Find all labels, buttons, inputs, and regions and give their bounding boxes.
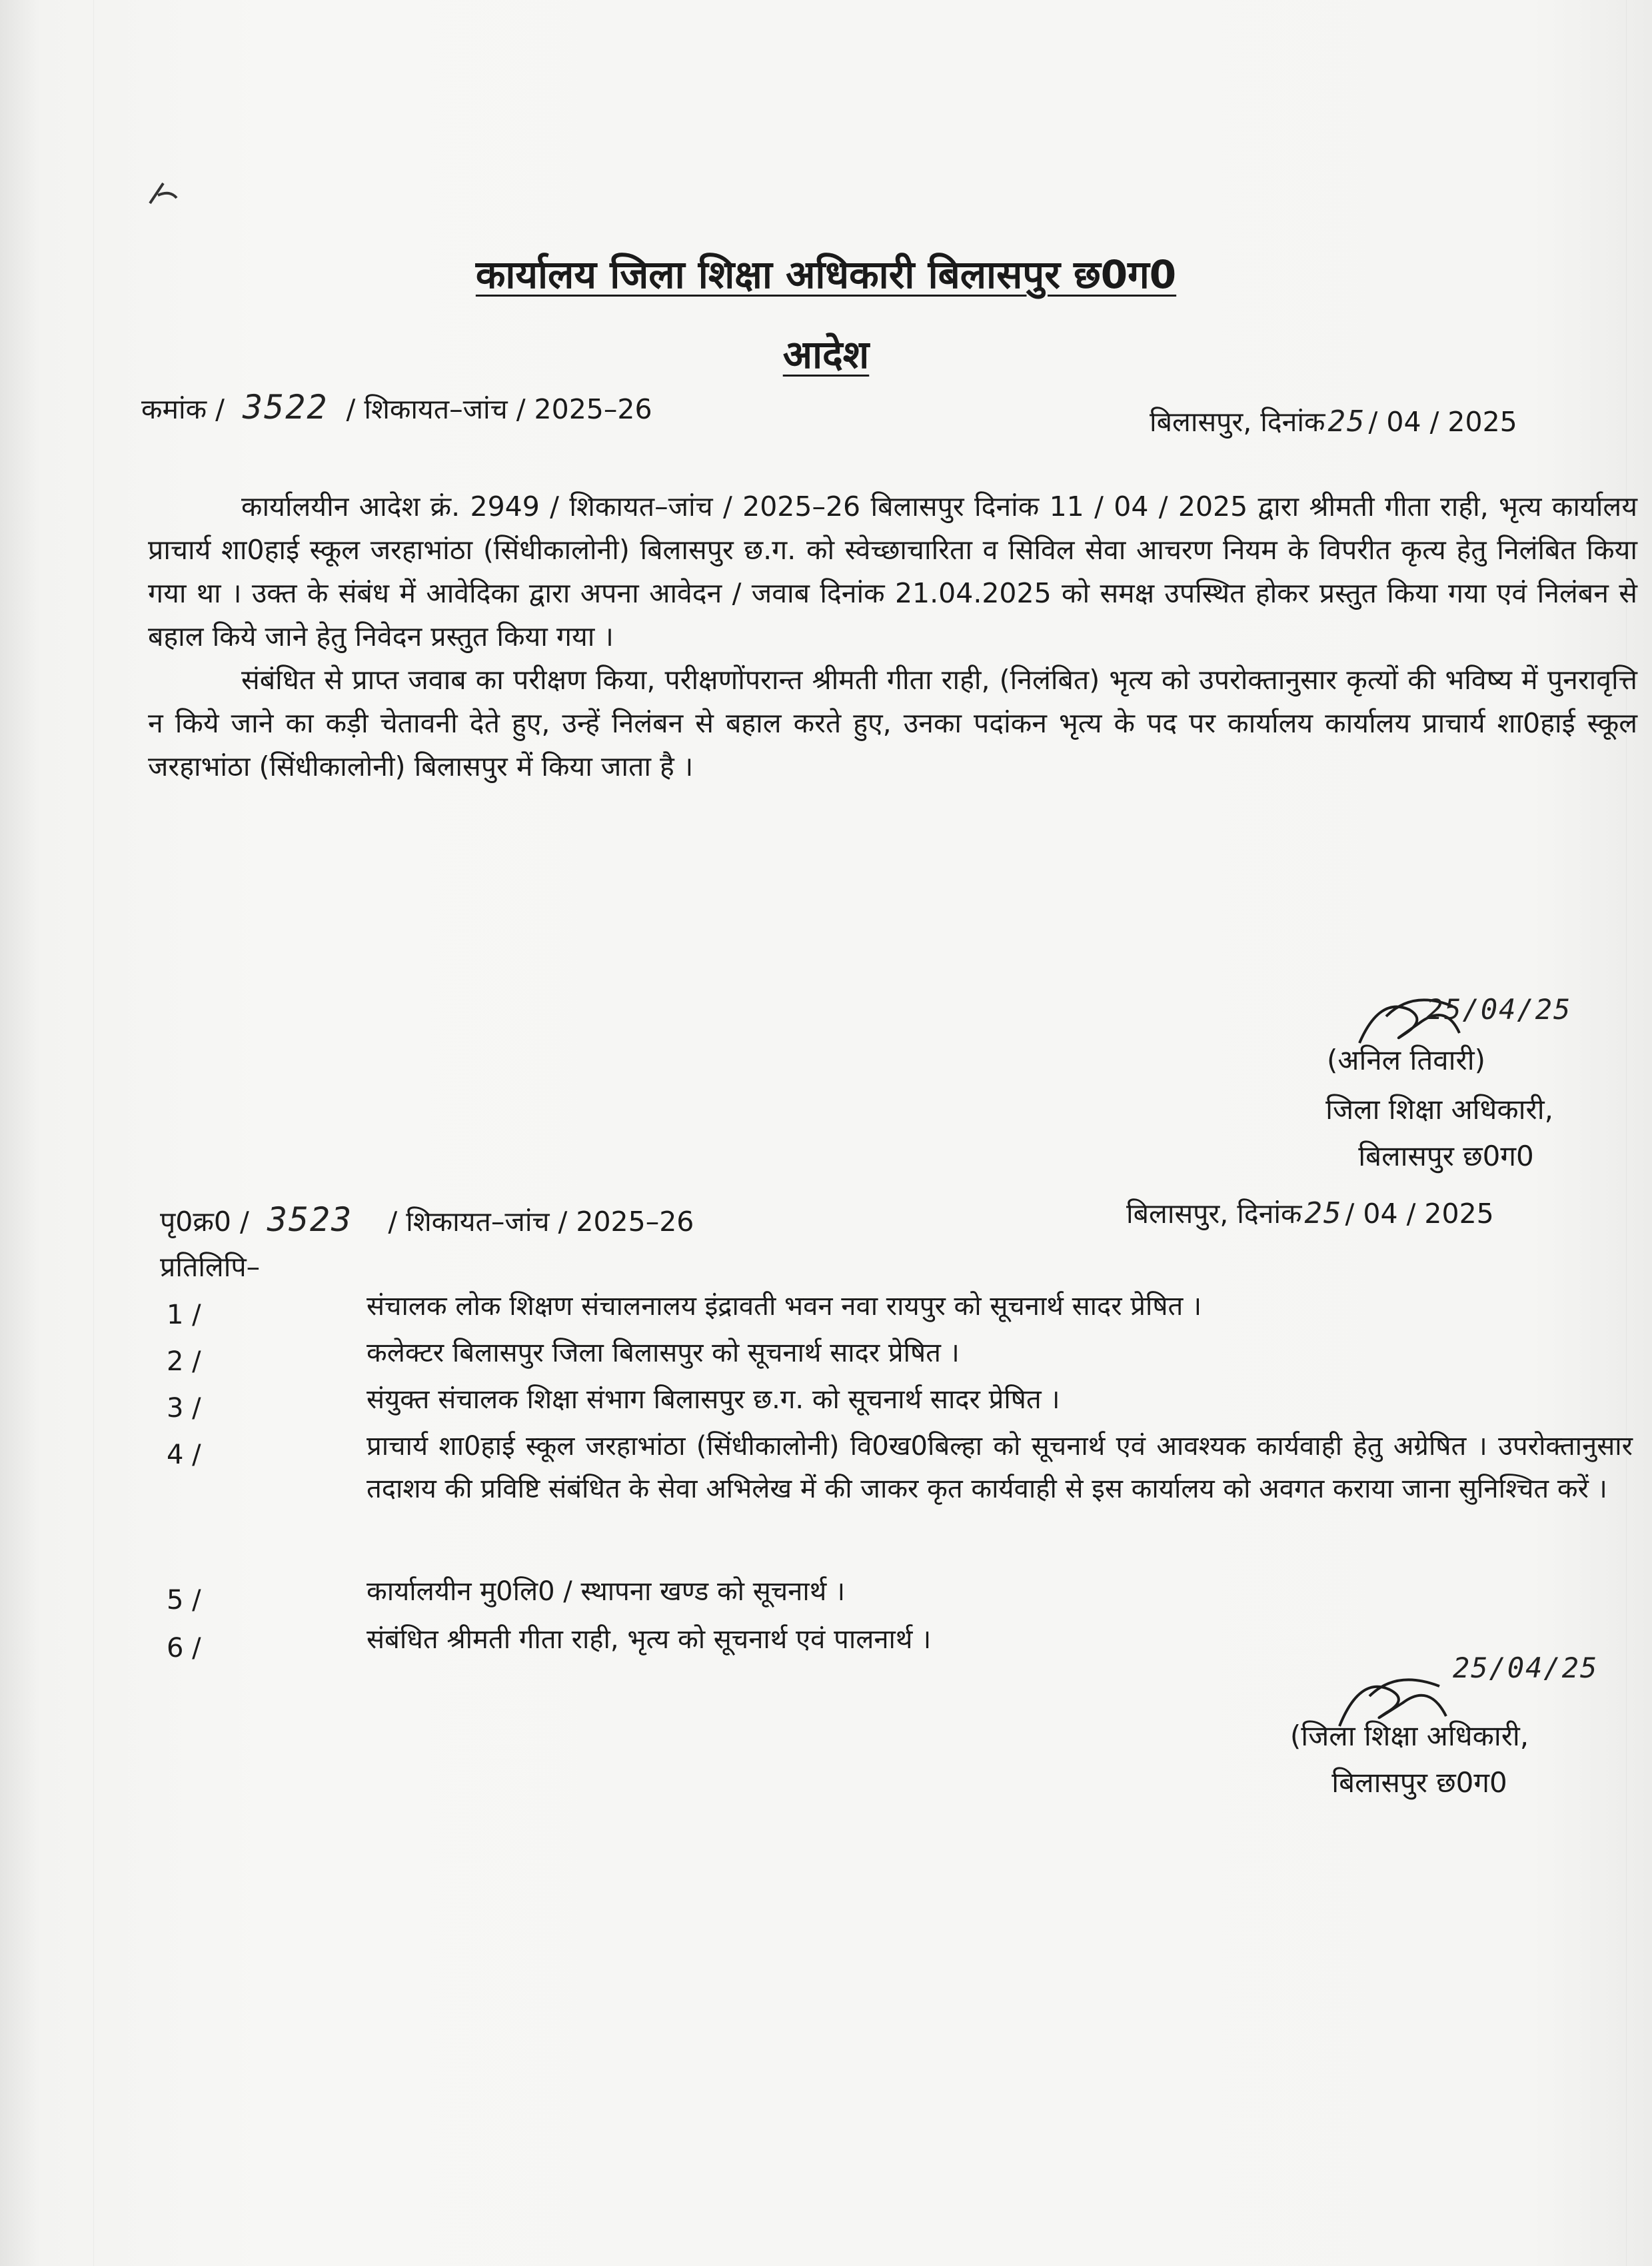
order-date-line bbox=[1150, 400, 1517, 444]
signature-1-date: 25/04/25 bbox=[1426, 993, 1572, 1026]
copy-item-number: 6 / bbox=[167, 1633, 201, 1664]
signature-1-designation: जिला शिक्षा अधिकारी, bbox=[1325, 1093, 1553, 1126]
pen-mark-icon bbox=[143, 177, 183, 210]
endorsement-day-handwritten: 25 bbox=[1304, 1196, 1343, 1230]
signature-2-designation: (जिला शिक्षा अधिकारी, bbox=[1289, 1719, 1529, 1752]
endorsement-date-prefix: बिलासपुर, दिनांक bbox=[1126, 1198, 1302, 1230]
order-ref-suffix: / शिकायत–जांच / 2025–26 bbox=[346, 393, 652, 425]
order-ref-line bbox=[141, 385, 652, 431]
endorsement-number-handwritten: 3523 bbox=[267, 1200, 353, 1239]
copy-item-text: संयुक्त संचालक शिक्षा संभाग बिलासपुर छ.ग. को सूचनार्थ सादर प्रेषित । bbox=[367, 1384, 1060, 1415]
signature-2-place: बिलासपुर छ0ग0 bbox=[1331, 1766, 1507, 1799]
copy-item-text: कार्यालयीन मु0लि0 / स्थापना खण्ड को सूचनार्थ । bbox=[367, 1576, 846, 1607]
order-body bbox=[148, 485, 1637, 788]
copy-item-number: 1 / bbox=[167, 1300, 201, 1330]
order-date-suffix: / 04 / 2025 bbox=[1368, 406, 1517, 438]
signature-2-date: 25/04/25 bbox=[1453, 1652, 1599, 1684]
order-date-prefix: बिलासपुर, दिनांक bbox=[1150, 406, 1325, 438]
copy-to-heading: प्रतिलिपि– bbox=[160, 1251, 261, 1283]
body-paragraph-1: कार्यालयीन आदेश क्रं. 2949 / शिकायत–जांच / 2025–26 बिलासपुर दिनांक 11 / 04 / 2025 द्वारा श्रीमती गीता राही, भृत्य कार्यालय प्राचार्य शा0हाई स्कूल जरहाभांठा (सिंधीकालोनी) बिलासपुर छ.ग. को स्वेच्छाचारिता व सिविल सेवा आचरण नियम के विपरीत कृत्य हेतु निलंबित किया गया था । उक्त के संबंध में आवेदिका द्वारा अपना आवेदन / जवाब दिनांक 21.04.2025 को समक्ष उपस्थित होकर प्रस्तुत किया गया एवं निलंबन से बहाल किये जाने हेतु निवेदन प्रस्तुत किया गया । bbox=[148, 491, 1637, 652]
order-ref-prefix: कमांक / bbox=[141, 393, 225, 425]
copy-item-text: संबंधित श्रीमती गीता राही, भृत्य को सूचनार्थ एवं पालनार्थ । bbox=[367, 1624, 932, 1655]
copy-item-number: 4 / bbox=[167, 1440, 201, 1470]
endorsement-ref-line bbox=[160, 1198, 694, 1244]
order-title: आदेश bbox=[782, 332, 870, 377]
copy-item-text: संचालक लोक शिक्षण संचालनालय इंद्रावती भवन नवा रायपुर को सूचनार्थ सादर प्रेषित । bbox=[367, 1291, 1202, 1322]
copy-item-text: प्राचार्य शा0हाई स्कूल जरहाभांठा (सिंधीकालोनी) वि0ख0बिल्हा को सूचनार्थ एवं आवश्यक कार्यवाही हेतु अग्रेषित । उपरोक्तानुसार तदाशय की प्रविष्टि संबंधित के सेवा अभिलेख में की जाकर कृत कार्यवाही से इस कार्यालय को अवगत कराया जाना सुनिश्चित करें । bbox=[367, 1431, 1633, 1504]
endorsement-ref-prefix: पृ0क्र0 / bbox=[160, 1206, 249, 1238]
signature-1-name: (अनिल तिवारी) bbox=[1327, 1044, 1485, 1076]
order-number-handwritten: 3522 bbox=[243, 388, 329, 427]
copy-item-number: 2 / bbox=[167, 1346, 201, 1377]
endorsement-ref-suffix: / शिकायत–जांच / 2025–26 bbox=[388, 1206, 694, 1238]
body-paragraph-2: संबंधित से प्राप्त जवाब का परीक्षण किया, परीक्षणोंपरान्त श्रीमती गीता राही, (निलंबित) भृत्य को उपरोक्तानुसार कृत्यों की भविष्य में पुनरावृत्ति न किये जाने का कड़ी चेतावनी देते हुए, उन्हें निलंबन से बहाल करते हुए, उनका पदांकन भृत्य के पद पर कार्यालय कार्यालय प्राचार्य शा0हाई स्कूल जरहाभांठा (सिंधीकालोनी) बिलासपुर में किया जाता है । bbox=[148, 664, 1638, 782]
copy-item-text: कलेक्टर बिलासपुर जिला बिलासपुर को सूचनार्थ सादर प्रेषित । bbox=[367, 1338, 960, 1368]
office-title: कार्यालय जिला शिक्षा अधिकारी बिलासपुर छ0ग0 bbox=[475, 252, 1177, 297]
order-day-handwritten: 25 bbox=[1327, 405, 1366, 439]
copy-item-number: 5 / bbox=[167, 1585, 201, 1616]
copy-item-number: 3 / bbox=[167, 1393, 201, 1424]
signature-1-place: बिलासपुर छ0ग0 bbox=[1358, 1140, 1534, 1172]
endorsement-date-line bbox=[1126, 1192, 1494, 1236]
endorsement-date-suffix: / 04 / 2025 bbox=[1345, 1198, 1494, 1230]
